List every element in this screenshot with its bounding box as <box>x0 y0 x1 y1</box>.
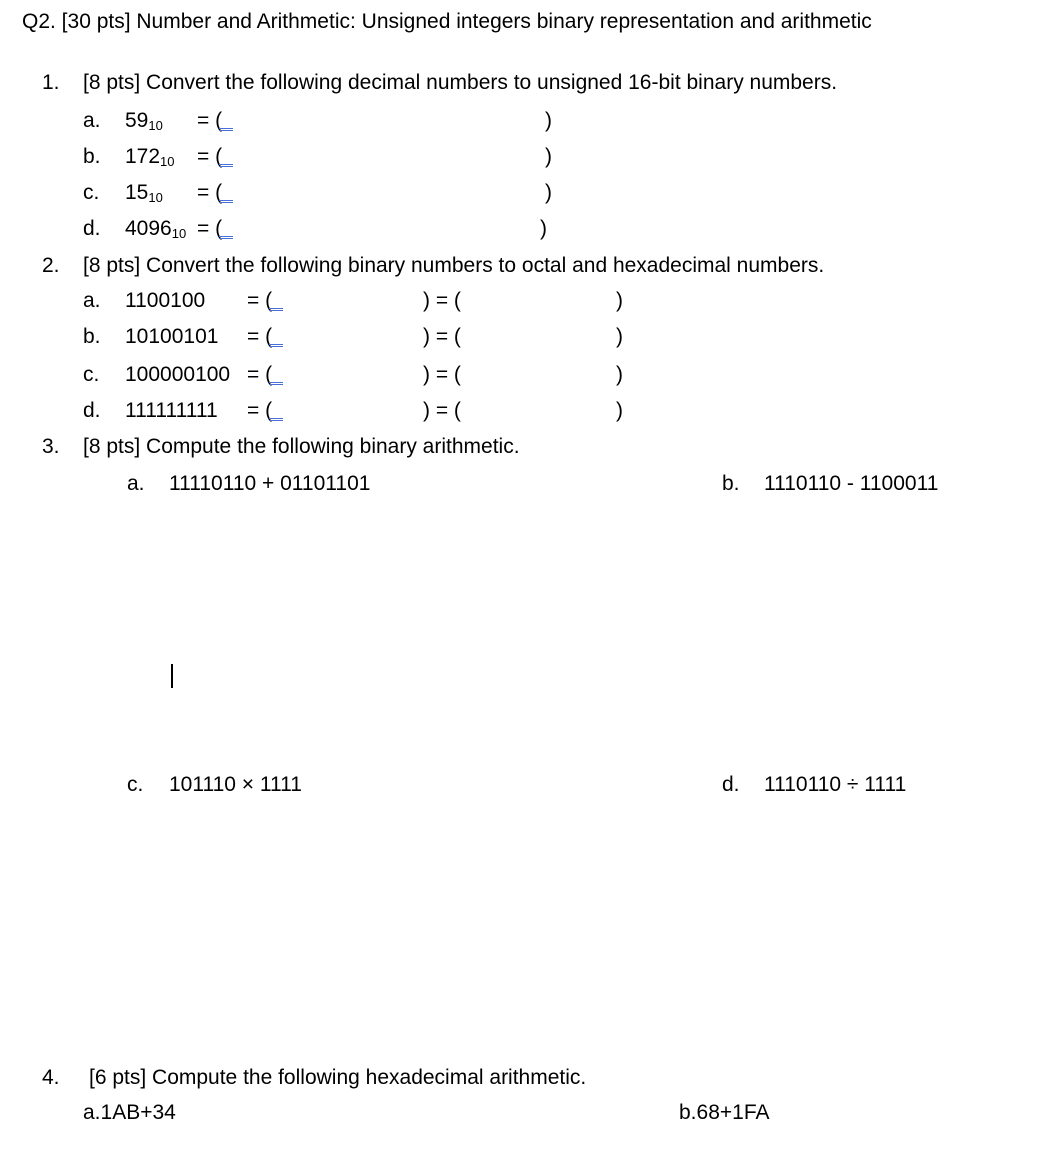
part-4-expr-a: a.1AB+34 <box>83 1101 176 1124</box>
part-3-expr-b: 1110110 - 1100011 <box>764 472 939 495</box>
close-paren: ) <box>616 289 623 312</box>
equals-paren: = ( <box>197 181 223 204</box>
part-3-letter-c: c. <box>127 773 144 796</box>
mid-paren: ) = ( <box>423 399 461 422</box>
answer-blank[interactable] <box>219 110 233 131</box>
close-paren: ) <box>616 325 623 348</box>
item-letter: d. <box>83 399 101 422</box>
equals-paren: = ( <box>197 217 223 240</box>
part-3-expr-d: 1110110 ÷ 1111 <box>764 773 907 796</box>
decimal-value: $4096_{10}$ <box>125 217 187 241</box>
part-3-expr-a: 11110110 + 01101101 <box>169 472 371 495</box>
item-letter: a. <box>83 289 101 312</box>
close-paren: ) <box>616 363 623 386</box>
text-cursor <box>171 664 173 688</box>
mid-paren: ) = ( <box>423 325 461 348</box>
mid-paren: ) = ( <box>423 363 461 386</box>
equals-paren: = ( <box>247 325 273 348</box>
part-4-expr-b: b.68+1FA <box>679 1101 770 1124</box>
close-paren: ) <box>616 399 623 422</box>
answer-blank[interactable] <box>219 146 233 167</box>
part-3-letter-a: a. <box>127 472 145 495</box>
equals-paren: = ( <box>247 399 273 422</box>
equals-paren: = ( <box>247 363 273 386</box>
part-4-number: 4. <box>42 1066 60 1089</box>
part-2-text: [8 pts] Convert the following binary numbers to octal and hexadecimal numbers. <box>83 254 825 277</box>
binary-value: 10100101 <box>125 325 219 348</box>
octal-answer-blank[interactable] <box>269 364 283 385</box>
equals-paren: = ( <box>197 145 223 168</box>
close-paren: ) <box>540 217 547 240</box>
decimal-value: $59_{10}$ <box>125 109 163 133</box>
close-paren: ) <box>545 181 552 204</box>
part-2-number: 2. <box>42 254 60 277</box>
decimal-value: $15_{10}$ <box>125 181 163 205</box>
mid-paren: ) = ( <box>423 289 461 312</box>
part-3-number: 3. <box>42 435 60 458</box>
item-letter: c. <box>83 181 100 204</box>
equals-paren: = ( <box>197 109 223 132</box>
part-3-text: [8 pts] Compute the following binary arithmetic. <box>83 435 520 458</box>
answer-blank[interactable] <box>219 182 233 203</box>
part-1-text: [8 pts] Convert the following decimal numbers to unsigned 16-bit binary numbers. <box>83 71 838 94</box>
part-3-expr-c: 101110 × 1111 <box>169 773 302 796</box>
item-letter: a. <box>83 109 101 132</box>
part-3-letter-b: b. <box>722 472 740 495</box>
item-letter: b. <box>83 325 101 348</box>
binary-value: 1100100 <box>125 289 206 312</box>
part-4-text: [6 pts] Compute the following hexadecimal arithmetic. <box>89 1066 587 1089</box>
item-letter: d. <box>83 217 101 240</box>
binary-value: 100000100 <box>125 363 231 386</box>
close-paren: ) <box>545 109 552 132</box>
octal-answer-blank[interactable] <box>269 290 283 311</box>
part-1-number: 1. <box>42 71 60 94</box>
octal-answer-blank[interactable] <box>269 326 283 347</box>
octal-answer-blank[interactable] <box>269 400 283 421</box>
item-letter: b. <box>83 145 101 168</box>
part-3-letter-d: d. <box>722 773 740 796</box>
equals-paren: = ( <box>247 289 273 312</box>
decimal-value: $172_{10}$ <box>125 145 175 169</box>
item-letter: c. <box>83 363 100 386</box>
question-title: Q2. [30 pts] Number and Arithmetic: Unsigned integers binary representation and arithmetic <box>22 10 872 33</box>
close-paren: ) <box>545 145 552 168</box>
answer-blank[interactable] <box>219 218 233 239</box>
binary-value: 111111111 <box>125 399 218 422</box>
